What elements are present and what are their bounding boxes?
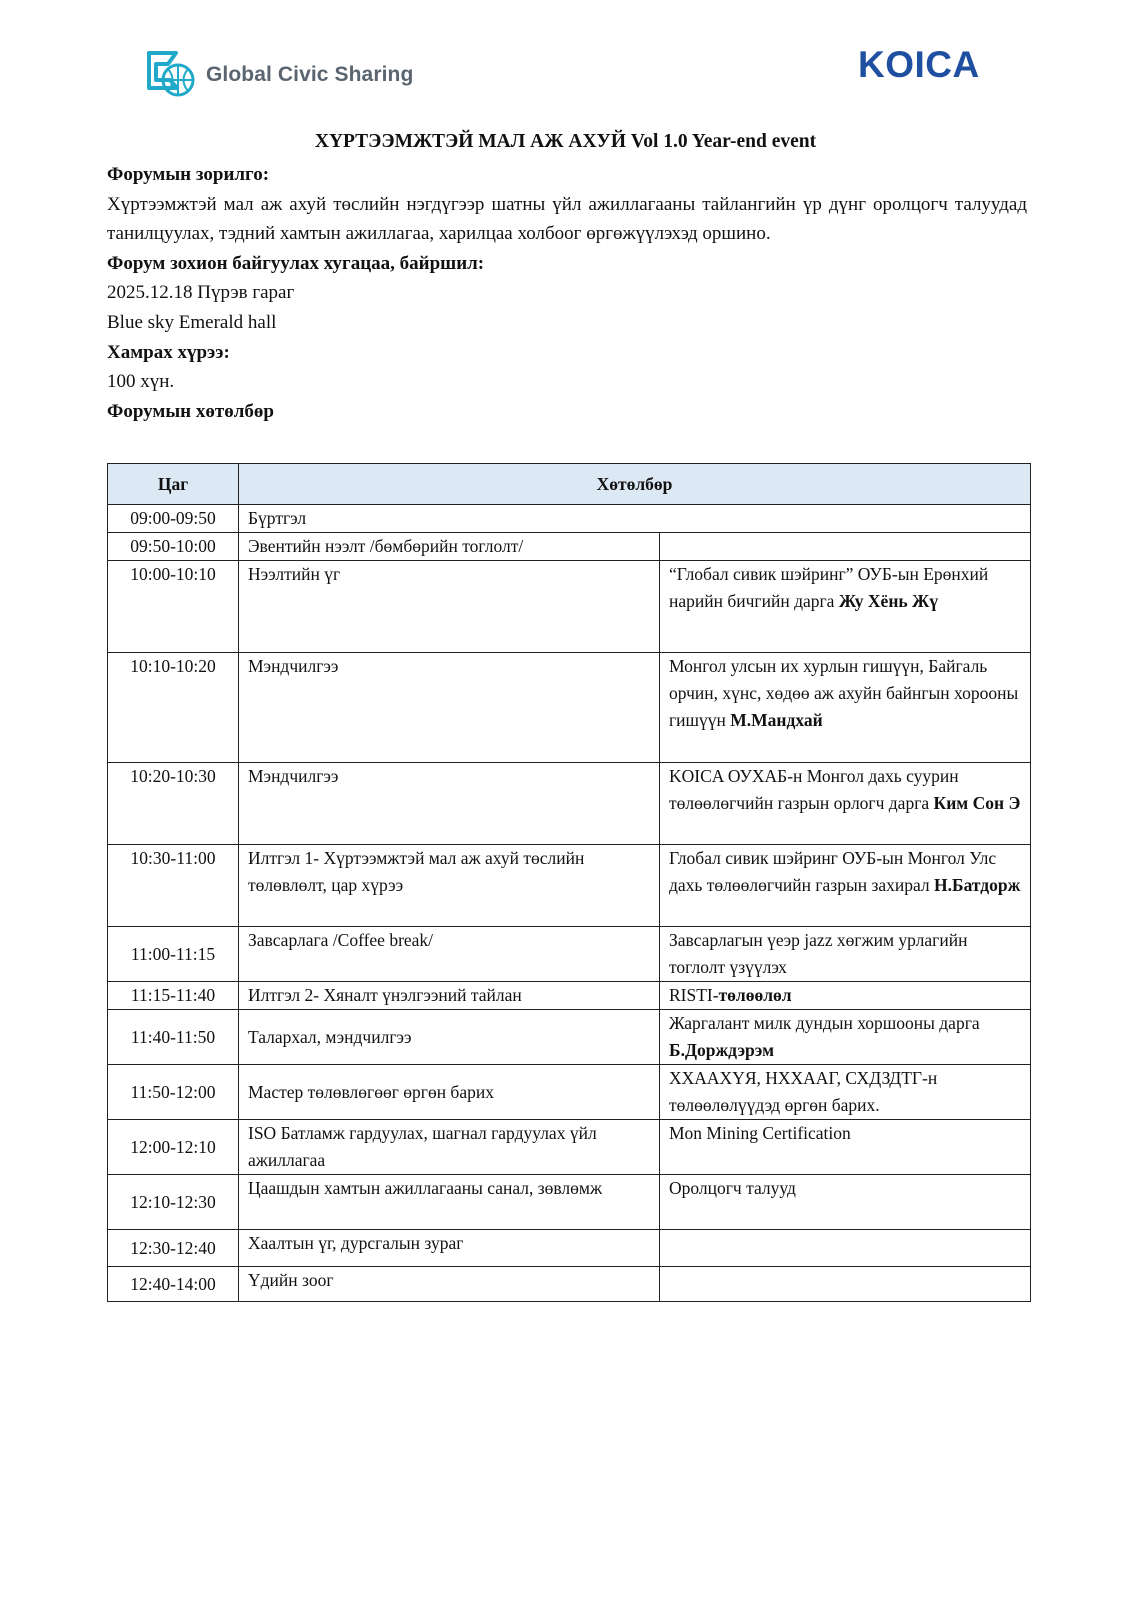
row-time: 09:00-09:50 (108, 505, 239, 533)
program-heading: Форумын хөтөлбөр (107, 400, 274, 422)
table-row (108, 533, 1031, 561)
scope-heading: Хамрах хүрээ: (107, 341, 230, 363)
header-time: Цаг (108, 464, 239, 505)
table-row (108, 561, 1031, 653)
row-note-name: Н.Батдорж (934, 875, 1021, 895)
row-time: 10:10-10:20 (108, 653, 239, 763)
row-time: 12:30-12:40 (108, 1230, 239, 1267)
row-note (660, 1175, 1031, 1230)
row-note-text: Оролцогч талууд (669, 1178, 796, 1198)
row-note (660, 1120, 1031, 1175)
row-time: 12:10-12:30 (108, 1175, 239, 1230)
koica-logo: KOICA (858, 44, 980, 85)
table-row (108, 982, 1031, 1010)
table-row (108, 927, 1031, 982)
row-time: 11:00-11:15 (108, 927, 239, 982)
row-note (660, 927, 1031, 982)
row-program: Хаалтын үг, дурсгалын зураг (239, 1230, 660, 1267)
row-note (660, 533, 1031, 561)
table-row (108, 845, 1031, 927)
purpose-text: Хүртээмжтэй мал аж ахуй төслийн нэгдүгээр шатны үйл ажиллагааны тайлангийн үр дүнг оролцогч талуудад танилцуулах, тэдний хамтын ажиллагаа, харилцаа холбоог өргөжүүлэхэд оршино. (107, 193, 1027, 245)
row-time: 12:00-12:10 (108, 1120, 239, 1175)
global-civic-sharing-text: Global Civic Sharing (206, 63, 414, 86)
row-note (660, 763, 1031, 845)
table-row (108, 653, 1031, 763)
row-time: 10:00-10:10 (108, 561, 239, 653)
row-time: 11:40-11:50 (108, 1010, 239, 1065)
program-table (107, 463, 1031, 1302)
row-note-name: төлөөлөл (718, 985, 792, 1005)
row-note-name: Ким Сон Э (933, 793, 1021, 813)
row-note-text: RISTI- (669, 985, 719, 1005)
table-row (108, 1065, 1031, 1120)
row-program: Үдийн зоог (239, 1267, 660, 1302)
row-note (660, 982, 1031, 1010)
purpose-heading: Форумын зорилго: (107, 164, 270, 185)
table-row (108, 1010, 1031, 1065)
row-note-text: ХХААХҮЯ, НХХААГ, СХДЗДТГ-н төлөөлөлүүдэд өргөн барих. (669, 1068, 938, 1115)
row-program: Талархал, мэндчилгээ (239, 1010, 660, 1065)
row-time: 10:30-11:00 (108, 845, 239, 927)
row-note-text: Глобал сивик шэйринг ОУБ-ын Монгол Улс дахь төлөөлөгчийн газрын захирал (669, 848, 997, 895)
row-program: Эвентийн нээлт /бөмбөрийн тоглолт/ (239, 533, 660, 561)
row-program: Мэндчилгээ (239, 763, 660, 845)
row-note (660, 1267, 1031, 1302)
row-time: 12:40-14:00 (108, 1267, 239, 1302)
time-place-heading: Форум зохион байгуулах хугацаа, байршил: (107, 252, 485, 274)
row-time: 09:50-10:00 (108, 533, 239, 561)
row-note-name: Жу Хёнь Жү (838, 591, 939, 611)
row-time: 10:20-10:30 (108, 763, 239, 845)
event-venue: Blue sky Emerald hall (107, 311, 277, 333)
global-civic-sharing-logo (146, 50, 413, 100)
header-program: Хөтөлбөр (239, 464, 1031, 505)
row-note (660, 845, 1031, 927)
document-title: ХҮРТЭЭМЖТЭЙ МАЛ АЖ АХУЙ Vol 1.0 Year-end event (314, 131, 817, 152)
row-program: Мэндчилгээ (239, 653, 660, 763)
row-program: Бүртгэл (239, 505, 1031, 533)
row-program: Илтгэл 2- Хяналт үнэлгээний тайлан (239, 982, 660, 1010)
row-note-name: М.Мандхай (730, 710, 823, 730)
global-civic-sharing-icon (146, 50, 196, 100)
row-note-text: Завсарлагын үеэр jazz хөгжим урлагийн тоглолт үзүүлэх (669, 930, 968, 977)
table-row (108, 1230, 1031, 1267)
table-row (108, 1175, 1031, 1230)
row-note (660, 561, 1031, 653)
table-row (108, 763, 1031, 845)
row-time: 11:15-11:40 (108, 982, 239, 1010)
row-program: Нээлтийн үг (239, 561, 660, 653)
row-note (660, 653, 1031, 763)
document-body (107, 160, 1027, 426)
row-note-text: Mon Mining Certification (669, 1123, 851, 1143)
row-note-text: Жаргалант милк дундын хоршооны дарга (669, 1013, 980, 1033)
table-row (108, 505, 1031, 533)
row-program: Завсарлага /Coffee break/ (239, 927, 660, 982)
row-program: Илтгэл 1- Хүртээмжтэй мал аж ахуй төслийн төлөвлөлт, цар хүрээ (239, 845, 660, 927)
row-time: 11:50-12:00 (108, 1065, 239, 1120)
row-note-text: “Глобал сивик шэйринг” ОУБ-ын Ерөнхий нарийн бичгийн дарга (669, 564, 989, 611)
row-note (660, 1065, 1031, 1120)
row-note-text: KOICA ОУХАБ-н Монгол дахь суурин төлөөлөгчийн газрын орлогч дарга (669, 766, 959, 813)
table-header-row (108, 464, 1031, 505)
event-date: 2025.12.18 Пүрэв гараг (107, 282, 295, 304)
row-note (660, 1230, 1031, 1267)
row-program: ISO Батламж гардуулах, шагнал гардуулах үйл ажиллагаа (239, 1120, 660, 1175)
row-note-text: Монгол улсын их хурлын гишүүн, Байгаль орчин, хүнс, хөдөө аж ахуйн байнгын хорооны гишүүн (669, 656, 1019, 730)
row-note (660, 1010, 1031, 1065)
scope-value: 100 хүн. (107, 371, 175, 393)
table-row (108, 1267, 1031, 1302)
row-program: Мастер төлөвлөгөөг өргөн барих (239, 1065, 660, 1120)
row-program: Цаашдын хамтын ажиллагааны санал, зөвлөмж (239, 1175, 660, 1230)
table-row (108, 1120, 1031, 1175)
row-note-name: Б.Дорждэрэм (669, 1040, 775, 1060)
